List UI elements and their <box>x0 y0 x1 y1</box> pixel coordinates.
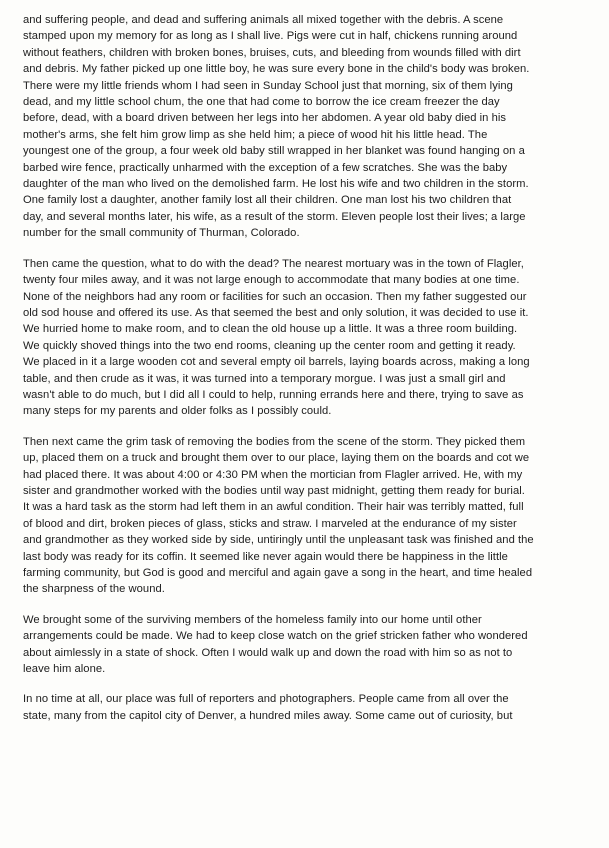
text-line: twenty four miles away, and it was not large enough to accommodate that many bodies at one time. <box>23 274 520 287</box>
text-line: daughter of the man who lived on the demolished farm. He lost his wife and two children in the storm. <box>23 178 529 191</box>
text-line: up, placed them on a truck and brought them over to our place, laying them on the boards and cot we <box>23 452 530 465</box>
text-line: number for the small community of Thurman, Colorado. <box>23 227 300 240</box>
text-line: There were my little friends whom I had seen in Sunday School just that morning, six of them lying <box>23 79 513 92</box>
text-line: of blood and dirt, broken pieces of glass, sticks and straw. I marveled at the endurance of my sister <box>23 517 517 530</box>
paragraph-3 <box>23 434 599 598</box>
text-line: had placed there. It was about 4:00 or 4:30 PM when the mortician from Flagler arrived. He, with my <box>23 468 523 481</box>
text-line: without feathers, children with broken bones, bruises, cuts, and bleeding from wounds filled with dirt <box>23 46 521 59</box>
text-line: and debris. My father picked up one little boy, he was sure every bone in the child's body was broken. <box>23 63 530 76</box>
text-line: None of the neighbors had any room or facilities for such an occasion. Then my father suggested our <box>23 290 527 303</box>
text-line: arrangements could be made. We had to keep close watch on the grief stricken father who wondered <box>23 630 528 643</box>
text-line: We placed in it a large wooden cot and several empty oil barrels, laying boards across, making a long <box>23 356 530 369</box>
text-line: last body was ready for its coffin. It seemed like never again would there be happiness in the little <box>23 550 508 563</box>
paragraph-1 <box>23 12 599 242</box>
text-line: state, many from the capitol city of Denver, a hundred miles away. Some came out of curiosity, but <box>23 709 513 722</box>
paragraph-5 <box>23 691 599 724</box>
text-line: We hurried home to make room, and to clean the old house up a little. It was a three room building. <box>23 323 518 336</box>
text-line: mother's arms, she felt him grow limp as she held him; a piece of wood hit his little head. The <box>23 128 488 141</box>
paragraph-4 <box>23 612 599 678</box>
text-line: old sod house and offered its use. As that seemed the best and only solution, it was decided to use it. <box>23 306 529 319</box>
text-line: stamped upon my memory for as long as I shall live. Pigs were cut in half, chickens running around <box>23 30 518 43</box>
text-line: sister and grandmother worked with the bodies until way past midnight, getting them ready for burial. <box>23 484 525 497</box>
text-line: leave him alone. <box>23 663 106 676</box>
text-line: table, and then crude as it was, it was turned into a temporary morgue. I was just a small girl and <box>23 372 506 385</box>
text-line: It was a hard task as the storm had left them in an awful condition. Their hair was terribly matted, full <box>23 501 524 514</box>
text-line: In no time at all, our place was full of reporters and photographers. People came from all over the <box>23 693 509 706</box>
text-line: youngest one of the group, a four week old baby still wrapped in her blanket was found hanging on a <box>23 145 525 158</box>
text-line: We brought some of the surviving members of the homeless family into our home until other <box>23 613 482 626</box>
text-line: about aimlessly in a state of shock. Often I would walk up and down the road with him so as not to <box>23 646 513 659</box>
text-line: many steps for my parents and older folks as I possibly could. <box>23 405 332 418</box>
text-line: One family lost a daughter, another family lost all their children. One man lost his two children that <box>23 194 512 207</box>
paragraph-2 <box>23 256 599 420</box>
text-line: and grandmother as they worked side by side, untiringly until the unpleasant task was finished and the <box>23 534 534 547</box>
text-line: before, dead, with a board driven between her legs into her abdomen. A year old baby died in his <box>23 112 507 125</box>
text-line: We quickly shoved things into the two end rooms, cleaning up the center room and getting it ready. <box>23 339 516 352</box>
text-line: Then next came the grim task of removing the bodies from the scene of the storm. They picked them <box>23 435 526 448</box>
text-line: barbed wire fence, practically unharmed with the exception of a few scratches. She was the baby <box>23 161 508 174</box>
text-line: Then came the question, what to do with the dead? The nearest mortuary was in the town of Flagler, <box>23 257 524 270</box>
text-line: the sharpness of the wound. <box>23 583 165 596</box>
text-line: and suffering people, and dead and suffering animals all mixed together with the debris. A scene <box>23 14 504 26</box>
text-line: wasn't able to do much, but I did all I could to help, running errands here and there, trying to save as <box>23 388 524 401</box>
text-line: dead, and my little school chum, the one that had come to borrow the ice cream freezer the day <box>23 96 500 109</box>
text-line: farming community, but God is good and merciful and again gave a song in the heart, and time healed <box>23 567 533 579</box>
text-line: day, and several months later, his wife, as a result of the storm. Eleven people lost their lives; a large <box>23 210 526 223</box>
